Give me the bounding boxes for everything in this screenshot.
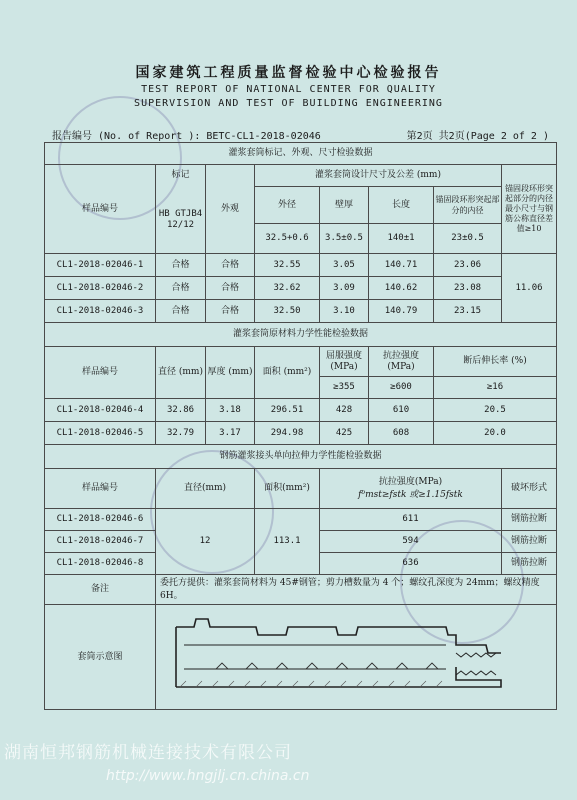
s3-row1-failure: 钢筋拉断 bbox=[502, 509, 557, 531]
s2-row2-tensile: 608 bbox=[369, 422, 434, 445]
s1-row2-od: 32.62 bbox=[255, 277, 320, 300]
s3-col-sample: 样品编号 bbox=[45, 469, 156, 509]
table-row bbox=[45, 300, 557, 323]
s2-req-tensile: ≥600 bbox=[369, 377, 434, 399]
s1-row1-id: CL1-2018-02046-1 bbox=[45, 254, 156, 277]
diagram-label: 套筒示意图 bbox=[45, 605, 156, 710]
s1-col-wall: 壁厚 bbox=[320, 187, 369, 224]
s1-row3-id: CL1-2018-02046-3 bbox=[45, 300, 156, 323]
page-number: 第2页 共2页(Page 2 of 2 ) bbox=[406, 131, 549, 142]
s2-row1-area: 296.51 bbox=[255, 399, 320, 422]
s1-spec-wall: 3.5±0.5 bbox=[320, 224, 369, 254]
s1-row3-length: 140.79 bbox=[369, 300, 434, 323]
s1-spec-od: 32.5+0.6 bbox=[255, 224, 320, 254]
s3-row2-id: CL1-2018-02046-7 bbox=[45, 531, 156, 553]
s3-area-value: 113.1 bbox=[255, 509, 320, 575]
s2-row2-area: 294.98 bbox=[255, 422, 320, 445]
s2-col-area: 面积 (mm²) bbox=[255, 347, 320, 399]
s1-row1-anchor-id: 23.06 bbox=[434, 254, 502, 277]
s1-row1-wall: 3.05 bbox=[320, 254, 369, 277]
s3-row3-tensile: 636 bbox=[320, 553, 502, 575]
sleeve-hatch bbox=[180, 681, 442, 687]
s3-row1-id: CL1-2018-02046-6 bbox=[45, 509, 156, 531]
s2-col-yield: 屈服强度 (MPa) bbox=[320, 347, 369, 377]
sleeve-diagram-cell bbox=[156, 605, 557, 710]
sleeve-outline-bottom bbox=[176, 667, 501, 687]
s3-row2-failure: 钢筋拉断 bbox=[502, 531, 557, 553]
s1-row2-length: 140.62 bbox=[369, 277, 434, 300]
s1-row1-appearance: 合格 bbox=[206, 254, 255, 277]
s2-row2-id: CL1-2018-02046-5 bbox=[45, 422, 156, 445]
s1-row2-anchor-id: 23.08 bbox=[434, 277, 502, 300]
table-row bbox=[45, 422, 557, 445]
s2-row2-thick: 3.17 bbox=[206, 422, 255, 445]
s3-col-tensile: 抗拉强度(MPa) bbox=[378, 476, 443, 487]
watermark-url: http://www.hngjlj.cn.china.cn bbox=[106, 768, 310, 784]
s1-row2-mark: 合格 bbox=[156, 277, 206, 300]
s1-col-mark: 标记 bbox=[156, 165, 206, 187]
s3-col-tensile-group bbox=[320, 469, 502, 509]
s1-row2-wall: 3.09 bbox=[320, 277, 369, 300]
s2-row1-elong: 20.5 bbox=[434, 399, 557, 422]
s2-row2-dia: 32.79 bbox=[156, 422, 206, 445]
s3-row2-tensile: 594 bbox=[320, 531, 502, 553]
s2-req-yield: ≥355 bbox=[320, 377, 369, 399]
s1-mark-value: HB GTJB4 12/12 bbox=[156, 187, 206, 254]
s1-col-anchor-id: 锚固段环形突起部分的内径 bbox=[434, 187, 502, 224]
s2-col-elong: 断后伸长率 (%) bbox=[434, 347, 557, 377]
section1-title: 灌浆套筒标记、外观、尺寸检验数据 bbox=[45, 143, 557, 165]
s1-row3-wall: 3.10 bbox=[320, 300, 369, 323]
s1-spec-length: 140±1 bbox=[369, 224, 434, 254]
s3-col-failure: 破坏形式 bbox=[502, 469, 557, 509]
report-title-cn: 国家建筑工程质量监督检验中心检验报告 bbox=[135, 65, 442, 81]
s2-row1-dia: 32.86 bbox=[156, 399, 206, 422]
s1-spec-anchor-id: 23±0.5 bbox=[434, 224, 502, 254]
s2-col-sample: 样品编号 bbox=[45, 347, 156, 399]
report-table bbox=[44, 142, 557, 710]
s3-col-area: 面积(mm²) bbox=[255, 469, 320, 509]
s2-row1-id: CL1-2018-02046-4 bbox=[45, 399, 156, 422]
table-row bbox=[45, 277, 557, 300]
sleeve-thread bbox=[456, 653, 496, 675]
s1-row1-mark: 合格 bbox=[156, 254, 206, 277]
section2-title: 灌浆套筒原材料力学性能检验数据 bbox=[45, 323, 557, 347]
table-row bbox=[45, 509, 557, 531]
s1-col-od: 外径 bbox=[255, 187, 320, 224]
s3-col-tensile-req: f⁰mst≥fstk 或≥1.15fstk bbox=[358, 489, 463, 500]
s1-ratio-value: 11.06 bbox=[502, 254, 557, 323]
s2-row1-thick: 3.18 bbox=[206, 399, 255, 422]
sleeve-outline-top bbox=[176, 619, 501, 653]
s2-col-tensile: 抗拉强度 (MPa) bbox=[369, 347, 434, 377]
s2-row2-yield: 425 bbox=[320, 422, 369, 445]
s3-dia-value: 12 bbox=[156, 509, 255, 575]
s2-row1-yield: 428 bbox=[320, 399, 369, 422]
s1-col-ratio: 锚固段环形突起部分的内径最小尺寸与钢筋公称直径差值≥10 bbox=[502, 165, 557, 254]
s1-row3-anchor-id: 23.15 bbox=[434, 300, 502, 323]
notes-text: 委托方提供：灌浆套筒材料为 45#钢管；剪力槽数量为 4 个；螺纹孔深度为 24mm；螺纹精度 6H。 bbox=[156, 575, 557, 605]
s1-dim-group: 灌浆套筒设计尺寸及公差 (mm) bbox=[255, 165, 502, 187]
s3-row1-tensile: 611 bbox=[320, 509, 502, 531]
s1-row3-mark: 合格 bbox=[156, 300, 206, 323]
notes-label: 备注 bbox=[45, 575, 156, 605]
s2-col-thick: 厚度 (mm) bbox=[206, 347, 255, 399]
s3-row3-id: CL1-2018-02046-8 bbox=[45, 553, 156, 575]
report-title-en-line1: TEST REPORT OF NATIONAL CENTER FOR QUALITY bbox=[141, 84, 436, 95]
sleeve-diagram bbox=[156, 605, 556, 705]
s3-col-dia: 直径(mm) bbox=[156, 469, 255, 509]
s2-row1-tensile: 610 bbox=[369, 399, 434, 422]
table-row bbox=[45, 254, 557, 277]
s2-col-dia: 直径 (mm) bbox=[156, 347, 206, 399]
sleeve-ribs bbox=[216, 663, 438, 669]
watermark-company: 湖南恒邦钢筋机械连接技术有限公司 bbox=[4, 743, 292, 763]
s2-req-elong: ≥16 bbox=[434, 377, 557, 399]
table-row bbox=[45, 399, 557, 422]
s1-row1-od: 32.55 bbox=[255, 254, 320, 277]
s1-col-appearance: 外观 bbox=[206, 165, 255, 254]
report-title-en-line2: SUPERVISION AND TEST OF BUILDING ENGINEERING bbox=[134, 98, 443, 109]
s1-col-length: 长度 bbox=[369, 187, 434, 224]
report-number: 报告编号 (No. of Report ): BETC-CL1-2018-02046 bbox=[52, 131, 321, 142]
s1-row3-appearance: 合格 bbox=[206, 300, 255, 323]
s2-row2-elong: 20.0 bbox=[434, 422, 557, 445]
s1-row3-od: 32.50 bbox=[255, 300, 320, 323]
s3-row3-failure: 钢筋拉断 bbox=[502, 553, 557, 575]
s1-row1-length: 140.71 bbox=[369, 254, 434, 277]
s1-row2-appearance: 合格 bbox=[206, 277, 255, 300]
s1-col-sample: 样品编号 bbox=[45, 165, 156, 254]
s1-row2-id: CL1-2018-02046-2 bbox=[45, 277, 156, 300]
section3-title: 钢筋灌浆接头单向拉伸力学性能检验数据 bbox=[45, 445, 557, 469]
